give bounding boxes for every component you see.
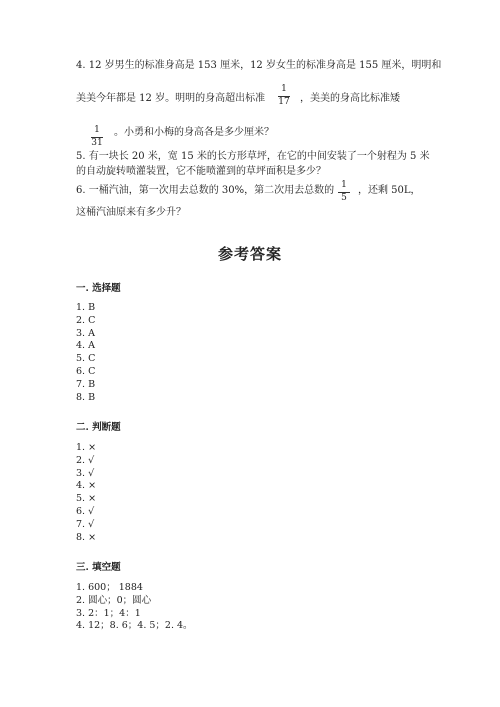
question-4-line-2b: ，美美的身高比标准矮 bbox=[300, 93, 400, 104]
answer-item: 7. √ bbox=[76, 518, 95, 530]
answer-item: 6. C bbox=[76, 365, 96, 377]
answer-item: 8. B bbox=[76, 391, 96, 403]
answer-item: 1. B bbox=[76, 302, 96, 313]
answer-item: 2. √ bbox=[76, 454, 95, 466]
answer-list-fill-blank bbox=[76, 582, 193, 633]
question-5-line-1: 5. 有一块长 20 米，宽 15 米的长方形草坪，在它的中间安装了一个射程为 5 米 bbox=[76, 151, 430, 162]
answer-key-title: 参考答案 bbox=[217, 245, 282, 263]
fraction-denominator: 5 bbox=[341, 193, 347, 203]
question-6-line-1a: 6. 一桶汽油，第一次用去总数的 30%，第二次用去总数的 bbox=[76, 185, 335, 196]
answer-item: 7. B bbox=[76, 378, 96, 390]
fraction-one-thirty-first bbox=[89, 125, 105, 149]
fraction-numerator: 1 bbox=[94, 125, 100, 135]
section-heading-choice: 一. 选择题 bbox=[76, 283, 121, 294]
answer-item: 3. √ bbox=[76, 467, 95, 479]
question-6-line-1b: ，还剩 50L， bbox=[358, 185, 421, 196]
question-6-line-2: 这桶汽油原来有多少升？ bbox=[76, 207, 186, 218]
answer-item: 2. 圆心；0；圆心 bbox=[76, 594, 152, 606]
answer-item: 3. A bbox=[76, 327, 95, 339]
answer-item: 5. × bbox=[76, 493, 97, 505]
answer-item: 5. C bbox=[76, 353, 96, 365]
question-4-line-3: 。小勇和小梅的身高各是多少厘米？ bbox=[114, 127, 274, 138]
answer-item: 2. C bbox=[76, 314, 96, 326]
fraction-denominator: 17 bbox=[278, 97, 290, 107]
answer-item: 8. × bbox=[76, 531, 97, 543]
question-4-line-1: 4. 12 岁男生的标准身高是 153 厘米，12 岁女生的标准身高是 155 厘米，明明和 bbox=[76, 60, 442, 71]
answer-item: 1. 600； 1884 bbox=[76, 582, 143, 593]
answer-list-choice bbox=[76, 302, 95, 404]
answer-item: 4. × bbox=[76, 480, 97, 492]
question-4-line-2a: 美美今年都是 12 岁。明明的身高超出标准 bbox=[76, 93, 266, 104]
fraction-numerator: 1 bbox=[281, 84, 287, 94]
answer-list-judgment bbox=[76, 442, 96, 544]
fraction-one-seventeenth bbox=[276, 84, 292, 108]
fraction-denominator: 31 bbox=[91, 138, 103, 148]
question-5-line-2: 的自动旋转喷灌装置，它不能喷灌到的草坪面积是多少？ bbox=[76, 166, 326, 177]
answer-item: 4. A bbox=[76, 340, 95, 352]
answer-item: 4. 12；8. 6；4. 5；2. 4。 bbox=[76, 620, 193, 632]
fraction-one-fifth bbox=[336, 180, 352, 204]
section-heading-judgment: 二. 判断题 bbox=[76, 422, 121, 433]
answer-item: 6. √ bbox=[76, 505, 95, 517]
answer-item: 1. × bbox=[76, 442, 97, 453]
section-heading-fill-blank: 三. 填空题 bbox=[76, 562, 121, 573]
answer-item: 3. 2：1；4：1 bbox=[76, 607, 141, 619]
fraction-numerator: 1 bbox=[341, 180, 347, 190]
